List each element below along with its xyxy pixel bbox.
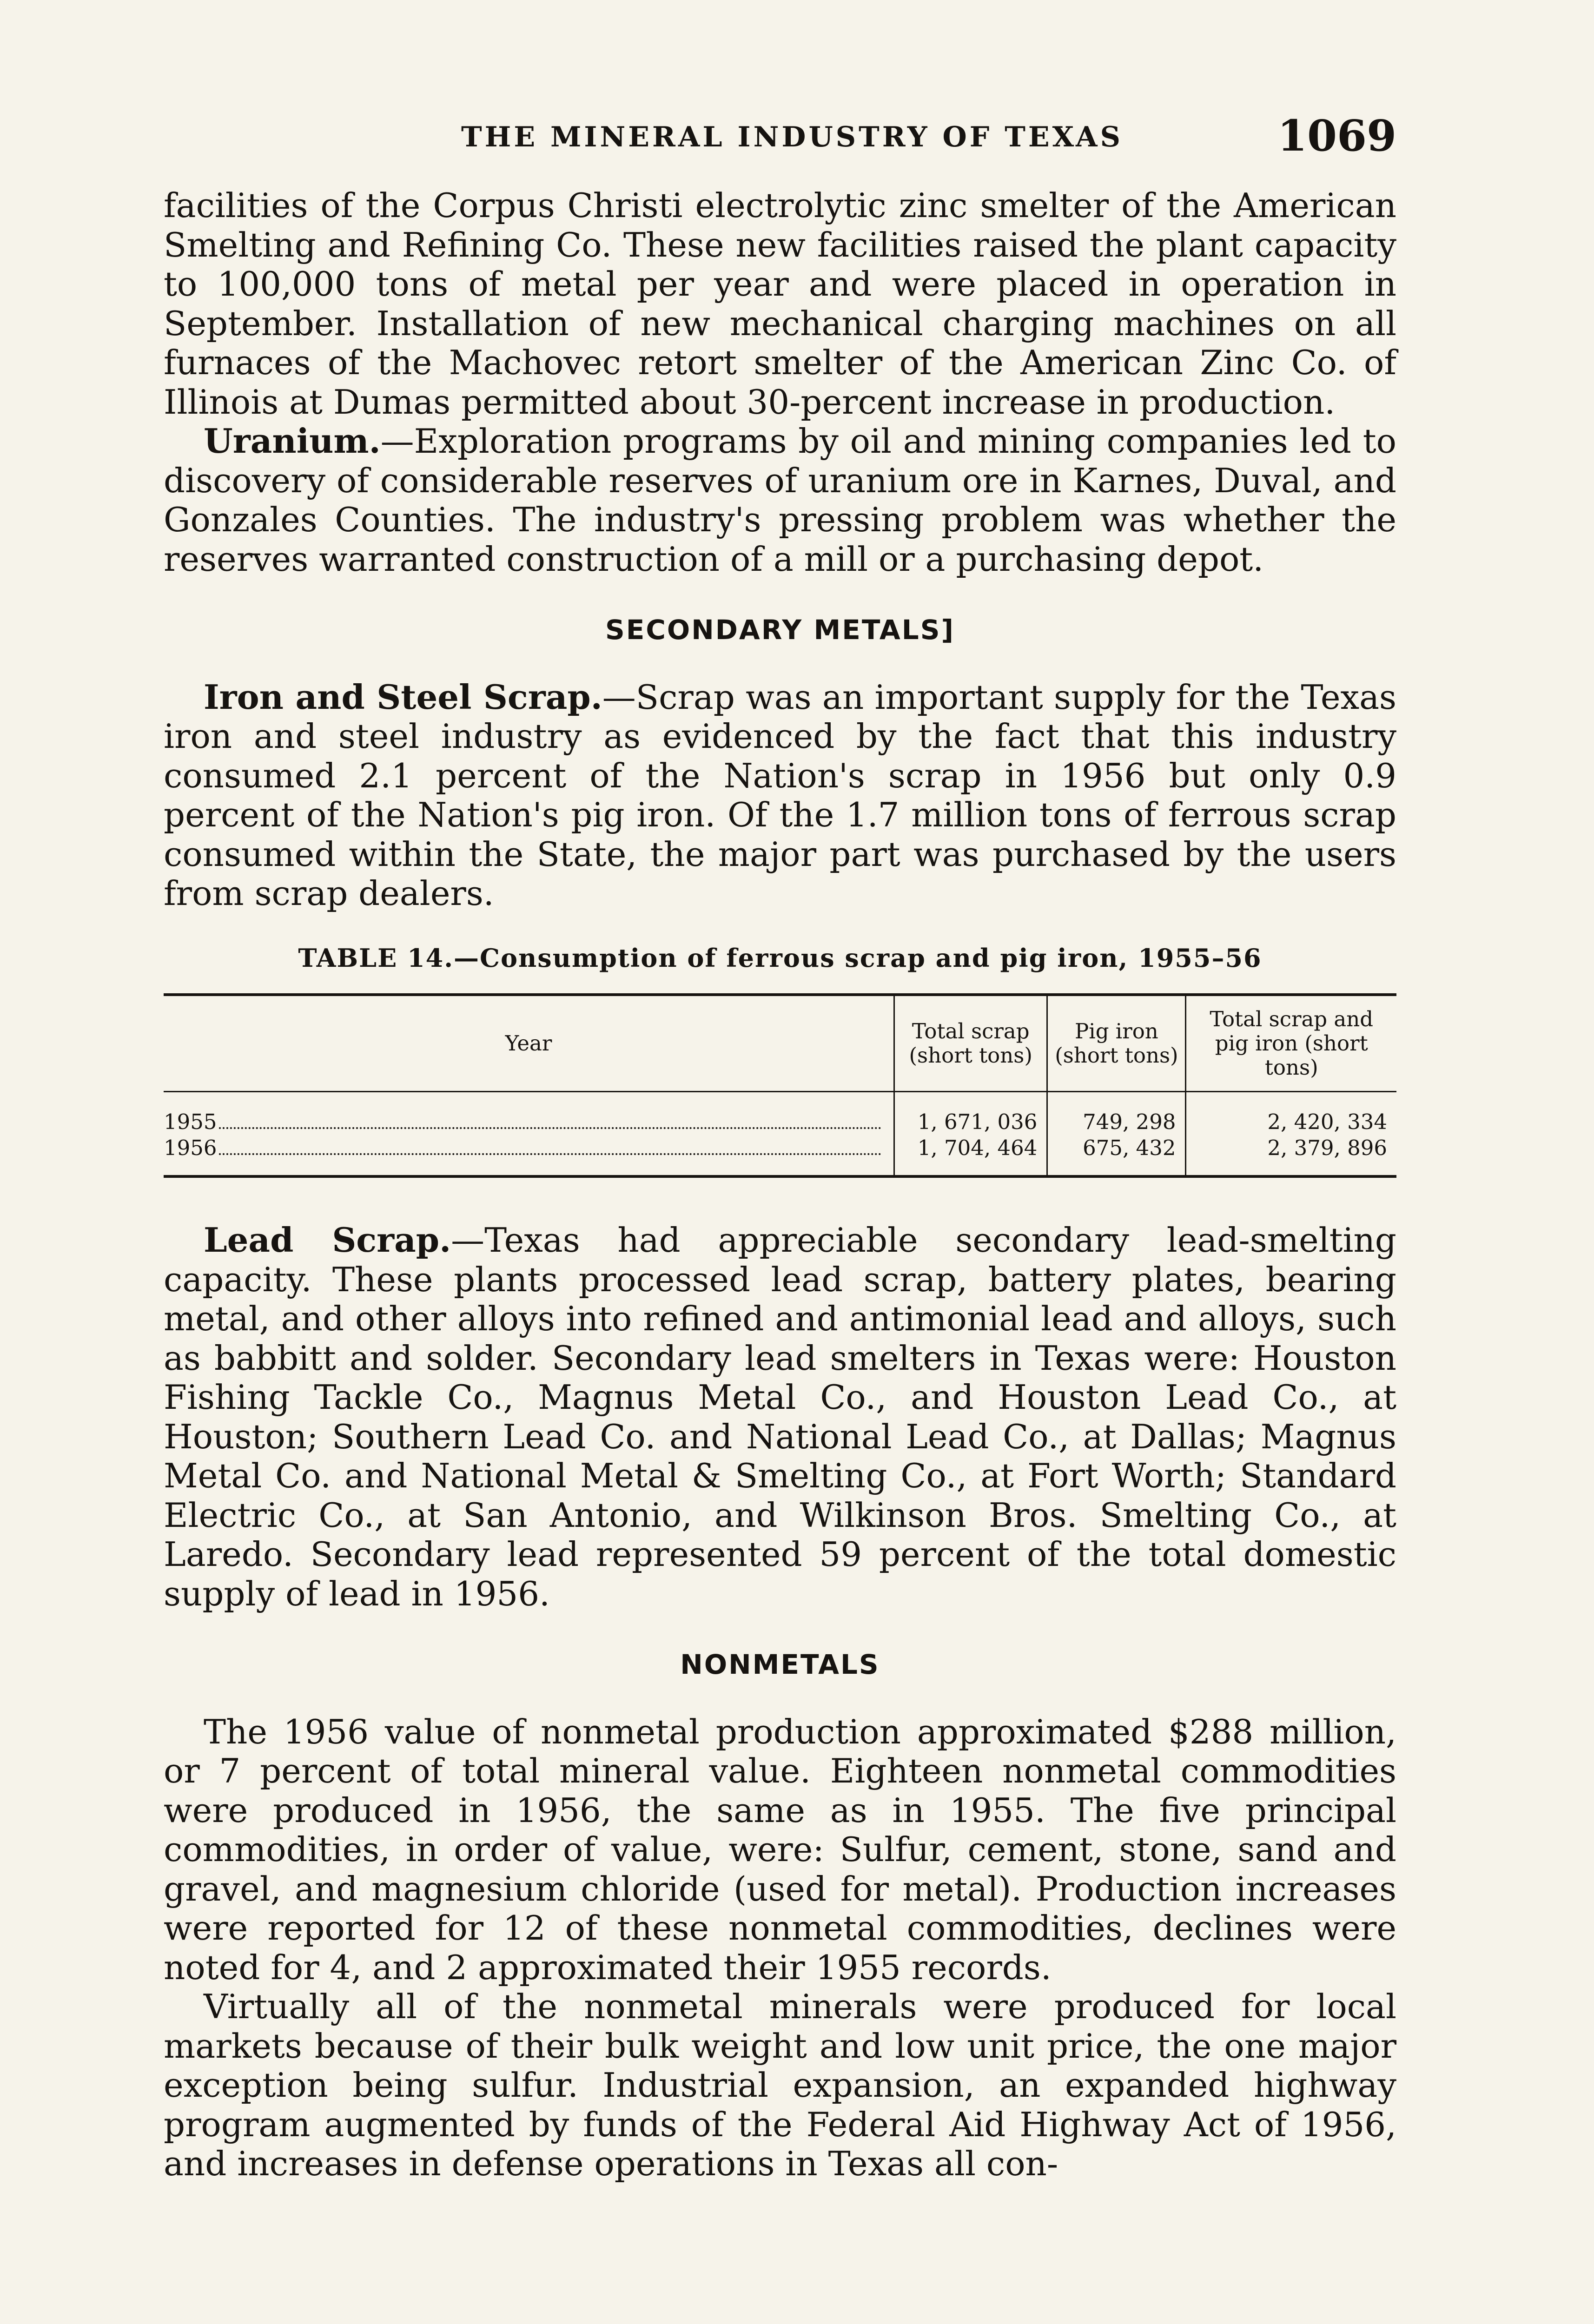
paragraph-uranium: [164, 422, 1396, 579]
uranium-run-in-heading: Uranium.: [204, 421, 381, 461]
document-page: [164, 0, 1396, 2324]
paragraph-iron-steel-scrap: [164, 678, 1396, 913]
scrap-cell: 1, 671, 036: [894, 1092, 1047, 1136]
running-head: [164, 111, 1396, 162]
pig-iron-cell: 675, 432: [1047, 1135, 1186, 1176]
header-total-combined: Total scrap and pig iron (short tons): [1186, 995, 1396, 1092]
iron-steel-text: —Scrap was an important supply for the Texas iron and steel industry as evidenced by the fact that this industry consumed 2.1 percent of the Nation's scrap in 1956 but only 0.9 percent of the Nation's pig iron. Of the 1.7 million tons of ferrous scrap consumed within the State, the major part was purchased by the users from scrap dealers.: [164, 677, 1396, 913]
body-text: [164, 186, 1396, 2184]
year-value: 1956: [164, 1136, 217, 1160]
table-row: [164, 1135, 1396, 1176]
iron-steel-run-in-heading: Iron and Steel Scrap.: [204, 677, 602, 717]
pig-iron-cell: 749, 298: [1047, 1092, 1186, 1136]
uranium-text: —Exploration programs by oil and mining companies led to discovery of considerable reserves of uranium ore in Karnes, Duval, and Gonzales Counties. The industry's pressing problem was whether the reserves warranted construction of a mill or a purchasing depot.: [164, 422, 1396, 579]
table-row: [164, 1092, 1396, 1136]
paragraph-nonmetals-markets: Virtually all of the nonmetal minerals were produced for local markets because of their bulk weight and low unit price, the one major exception being sulfur. Industrial expansion, an expanded highway program augmented by funds of the Federal Aid Highway Act of 1956, and increases in defense operations in Texas all con-: [164, 1987, 1396, 2183]
header-pig-iron: Pig iron (short tons): [1047, 995, 1186, 1092]
header-year: Year: [164, 995, 894, 1092]
lead-scrap-run-in-heading: Lead Scrap.: [204, 1220, 451, 1260]
paragraph-lead-scrap: [164, 1221, 1396, 1613]
table-header-row: [164, 995, 1396, 1092]
dot-leader: [219, 1153, 881, 1155]
scrap-cell: 1, 704, 464: [894, 1135, 1047, 1176]
dot-leader: [219, 1127, 881, 1129]
running-head-title: THE MINERAL INDUSTRY OF TEXAS: [461, 121, 1123, 153]
consumption-table: [164, 993, 1396, 1178]
header-total-scrap: Total scrap (short tons): [894, 995, 1047, 1092]
total-cell: 2, 420, 334: [1186, 1092, 1396, 1136]
table-caption: TABLE 14.—Consumption of ferrous scrap and pig iron, 1955–56: [298, 943, 1262, 973]
year-cell: [164, 1092, 894, 1136]
page-number: 1069: [1277, 111, 1396, 161]
section-heading-nonmetals: NONMETALS: [680, 1649, 880, 1680]
total-cell: 2, 379, 896: [1186, 1135, 1396, 1176]
paragraph-nonmetals-value: The 1956 value of nonmetal production approximated $288 million, or 7 percent of total mineral value. Eighteen nonmetal commodities were produced in 1956, the same as in 1955. The five principal commodities, in order of value, were: Sulfur, cement, stone, sand and gravel, and magnesium chloride (used for metal). Production increases were reported for 12 of these nonmetal commodities, declines were noted for 4, and 2 approximated their 1955 records.: [164, 1712, 1396, 1987]
year-value: 1955: [164, 1109, 217, 1134]
paragraph-zinc-continuation: facilities of the Corpus Christi electrolytic zinc smelter of the American Smelting and Refining Co. These new facilities raised the plant capacity to 100,000 tons of metal per year and were placed in operation in September. Installation of new mechanical charging machines on all furnaces of the Machovec retort smelter of the American Zinc Co. of Illinois at Dumas permitted about 30-percent increase in production.: [164, 186, 1396, 422]
section-heading-secondary-metals: SECONDARY METALS]: [605, 614, 955, 646]
lead-scrap-text: —Texas had appreciable secondary lead-smelting capacity. These plants processed lead scrap, battery plates, bearing metal, and other alloys into refined and antimonial lead and alloys, such as babbitt and solder. Secondary lead smelters in Texas were: Houston Fishing Tackle Co., Magnus Metal Co., and Houston Lead Co., at Houston; Southern Lead Co. and National Lead Co., at Dallas; Magnus Metal Co. and National Metal & Smelting Co., at Fort Worth; Standard Electric Co., at San Antonio, and Wilkinson Bros. Smelting Co., at Laredo. Secondary lead represented 59 percent of the total domestic supply of lead in 1956.: [164, 1221, 1396, 1613]
year-cell: [164, 1135, 894, 1176]
